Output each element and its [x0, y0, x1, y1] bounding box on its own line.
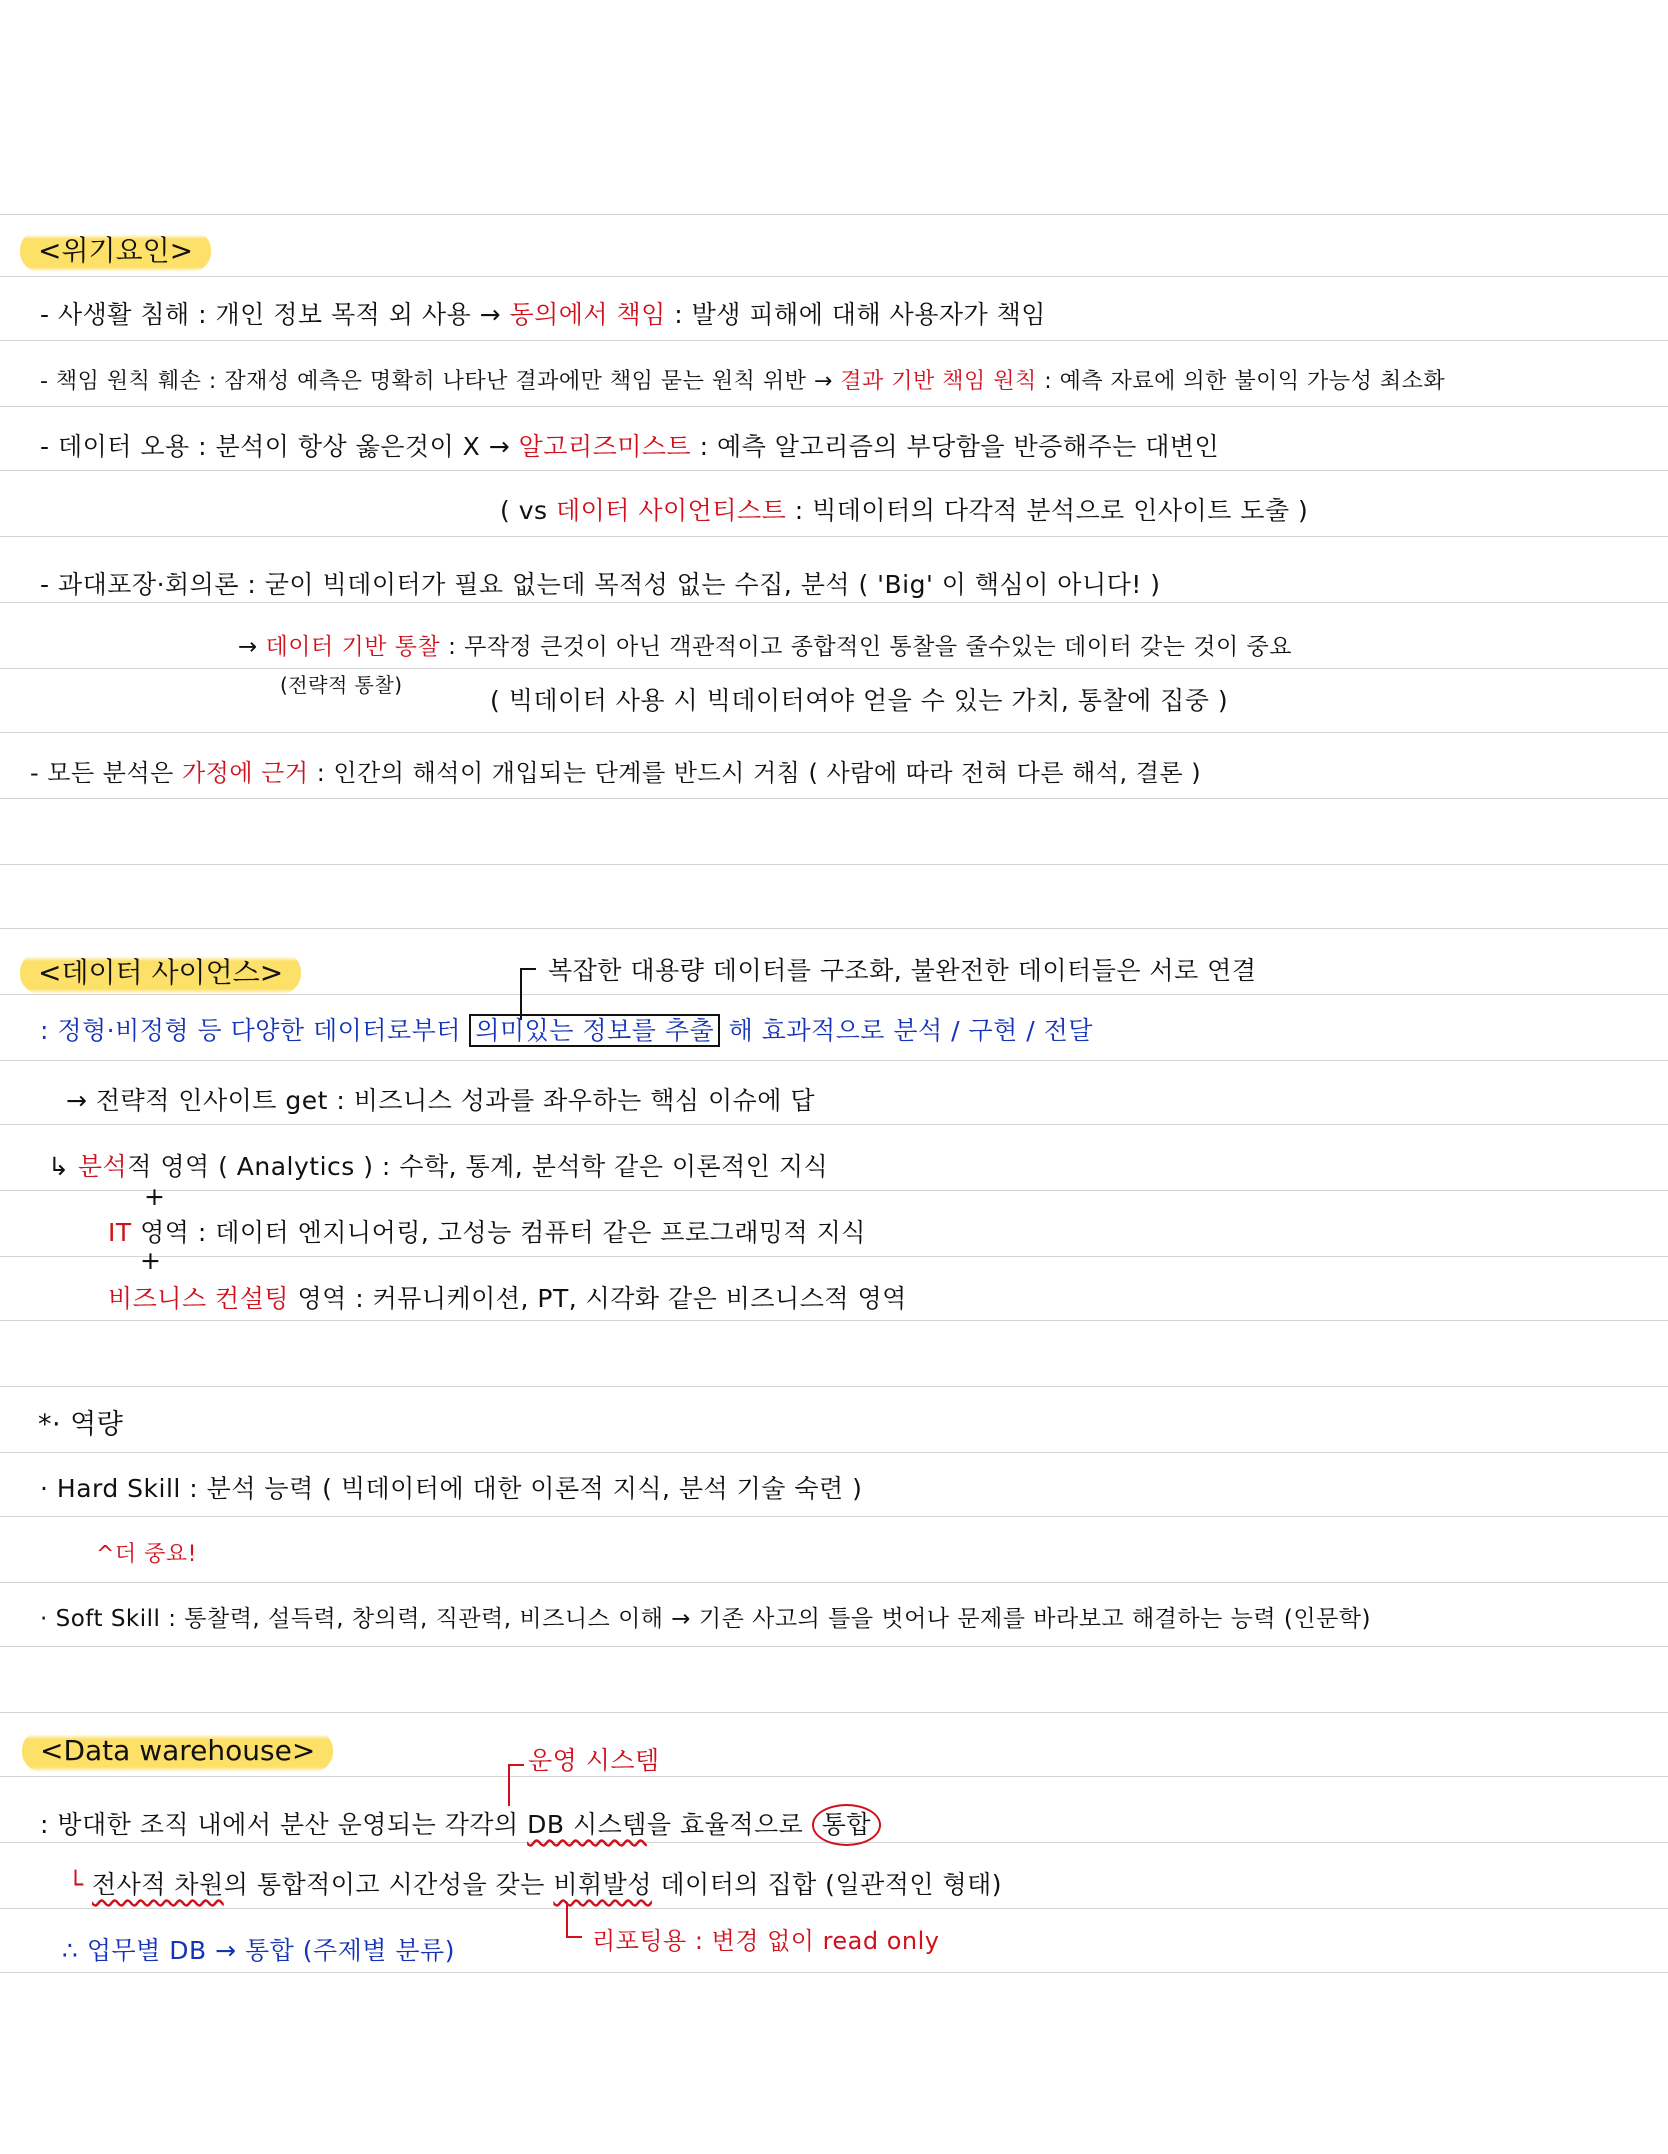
ruled-line: [0, 994, 1668, 995]
note-line-business: 비즈니스 컨설팅 영역 : 커뮤니케이션, PT, 시각화 같은 비즈니스적 영역: [108, 1284, 907, 1313]
annotation-bracket: [566, 1902, 582, 1938]
ruled-line: [0, 214, 1668, 215]
ruled-line: [0, 1776, 1668, 1777]
note-line-dw-characteristics: └ 전사적 차원의 통합적이고 시간성을 갖는 비휘발성 데이터의 집합 (일관적인 형태): [68, 1870, 1003, 1899]
note-line-skepticism: - 과대포장·회의론 : 굳이 빅데이터가 필요 없는데 목적성 없는 수집, 분석 ( 'Big' 이 핵심이 아니다! ): [40, 570, 1161, 599]
annotation-operation-system: 운영 시스템: [528, 1746, 660, 1775]
note-line-data-insight: → 데이터 기반 통찰 : 무작정 큰것이 아닌 객관적이고 종합적인 통찰을 줄수있는 데이터 갖는 것이 중요: [238, 634, 1292, 660]
ruled-line: [0, 276, 1668, 277]
note-line-analytics: ↳ 분석적 영역 ( Analytics ) : 수학, 통계, 분석학 같은 이론적인 지식: [48, 1152, 829, 1181]
note-line-privacy: - 사생활 침해 : 개인 정보 목적 외 사용 → 동의에서 책임 : 발생 피해에 대해 사용자가 책임: [40, 300, 1046, 329]
ruled-line: [0, 732, 1668, 733]
note-line-definition: : 정형·비정형 등 다양한 데이터로부터 의미있는 정보를 추출 해 효과적으로 분석 / 구현 / 전달: [40, 1016, 1093, 1045]
note-line-soft-skill: · Soft Skill : 통찰력, 설득력, 창의력, 직관력, 비즈니스 이해 → 기존 사고의 틀을 벗어나 문제를 바라보고 해결하는 능력 (인문학): [40, 1606, 1371, 1632]
ruled-line: [0, 1320, 1668, 1321]
ruled-line: [0, 1516, 1668, 1517]
note-line-responsibility: - 책임 원칙 훼손 : 잠재성 예측은 명확히 나타난 결과에만 책임 묻는 원칙 위반 → 결과 기반 책임 원칙 : 예측 자료에 의한 불이익 가능성 최소화: [40, 369, 1446, 394]
note-more-important: ^더 중요!: [96, 1542, 198, 1567]
section-heading-data-science: <데이터 사이언스>: [20, 952, 301, 994]
note-line-strategic-insight: → 전략적 인사이트 get : 비즈니스 성과를 좌우하는 핵심 이슈에 답: [66, 1086, 815, 1115]
note-line-focus-value: ( 빅데이터 사용 시 빅데이터여야 얻을 수 있는 가치, 통찰에 집중 ): [490, 686, 1229, 715]
annotation-reporting: 리포팅용 : 변경 없이 read only: [592, 1927, 940, 1955]
ruled-line: [0, 470, 1668, 471]
ruled-line: [0, 1646, 1668, 1647]
plus-sign: +: [140, 1246, 162, 1275]
note-line-vs-scientist: ( vs 데이터 사이언티스트 : 빅데이터의 다각적 분석으로 인사이트 도출 ): [500, 496, 1309, 525]
note-line-hard-skill: · Hard Skill : 분석 능력 ( 빅데이터에 대한 이론적 지식, 분석 기술 숙련 ): [40, 1474, 863, 1503]
note-line-by-subject: ∴ 업무별 DB → 통합 (주제별 분류): [62, 1936, 455, 1965]
ruled-line: [0, 1256, 1668, 1257]
annotation-structuring: 복잡한 대용량 데이터를 구조화, 불완전한 데이터들은 서로 연결: [548, 956, 1257, 985]
ruled-line: [0, 1386, 1668, 1387]
ruled-line: [0, 1452, 1668, 1453]
ruled-line: [0, 1582, 1668, 1583]
note-line-dw-definition: : 방대한 조직 내에서 분산 운영되는 각각의 DB 시스템을 효율적으로 통합: [40, 1804, 881, 1846]
ruled-line: [0, 1124, 1668, 1125]
boxed-extract-info: 의미있는 정보를 추출: [469, 1014, 720, 1047]
ruled-line: [0, 1190, 1668, 1191]
circled-integration: 통합: [812, 1804, 881, 1846]
ruled-line: [0, 798, 1668, 799]
ruled-line: [0, 602, 1668, 603]
section-heading-data-warehouse: <Data warehouse>: [22, 1730, 333, 1772]
annotation-bracket: [508, 1764, 524, 1806]
ruled-line: [0, 928, 1668, 929]
annotation-bracket: [520, 968, 536, 1020]
ruled-line: [0, 340, 1668, 341]
ruled-line: [0, 1060, 1668, 1061]
ruled-line: [0, 536, 1668, 537]
ruled-line: [0, 1908, 1668, 1909]
note-line-misuse: - 데이터 오용 : 분석이 항상 옳은것이 X → 알고리즈미스트 : 예측 알고리즘의 부당함을 반증해주는 대변인: [40, 432, 1220, 461]
ruled-line: [0, 1972, 1668, 1973]
ruled-line: [0, 864, 1668, 865]
section-heading-risk-factors: <위기요인>: [20, 230, 211, 272]
plus-sign: +: [144, 1182, 166, 1211]
ruled-line: [0, 668, 1668, 669]
note-line-assumption: - 모든 분석은 가정에 근거 : 인간의 해석이 개입되는 단계를 반드시 거침 ( 사람에 따라 전혀 다른 해석, 결론 ): [30, 759, 1202, 787]
note-strategic-insight: (전략적 통찰): [280, 673, 403, 697]
note-line-it: IT 영역 : 데이터 엔지니어링, 고성능 컴퓨터 같은 프로그래밍적 지식: [108, 1218, 866, 1247]
section-heading-competency: *· 역량: [38, 1409, 124, 1440]
ruled-line: [0, 406, 1668, 407]
ruled-line: [0, 1712, 1668, 1713]
